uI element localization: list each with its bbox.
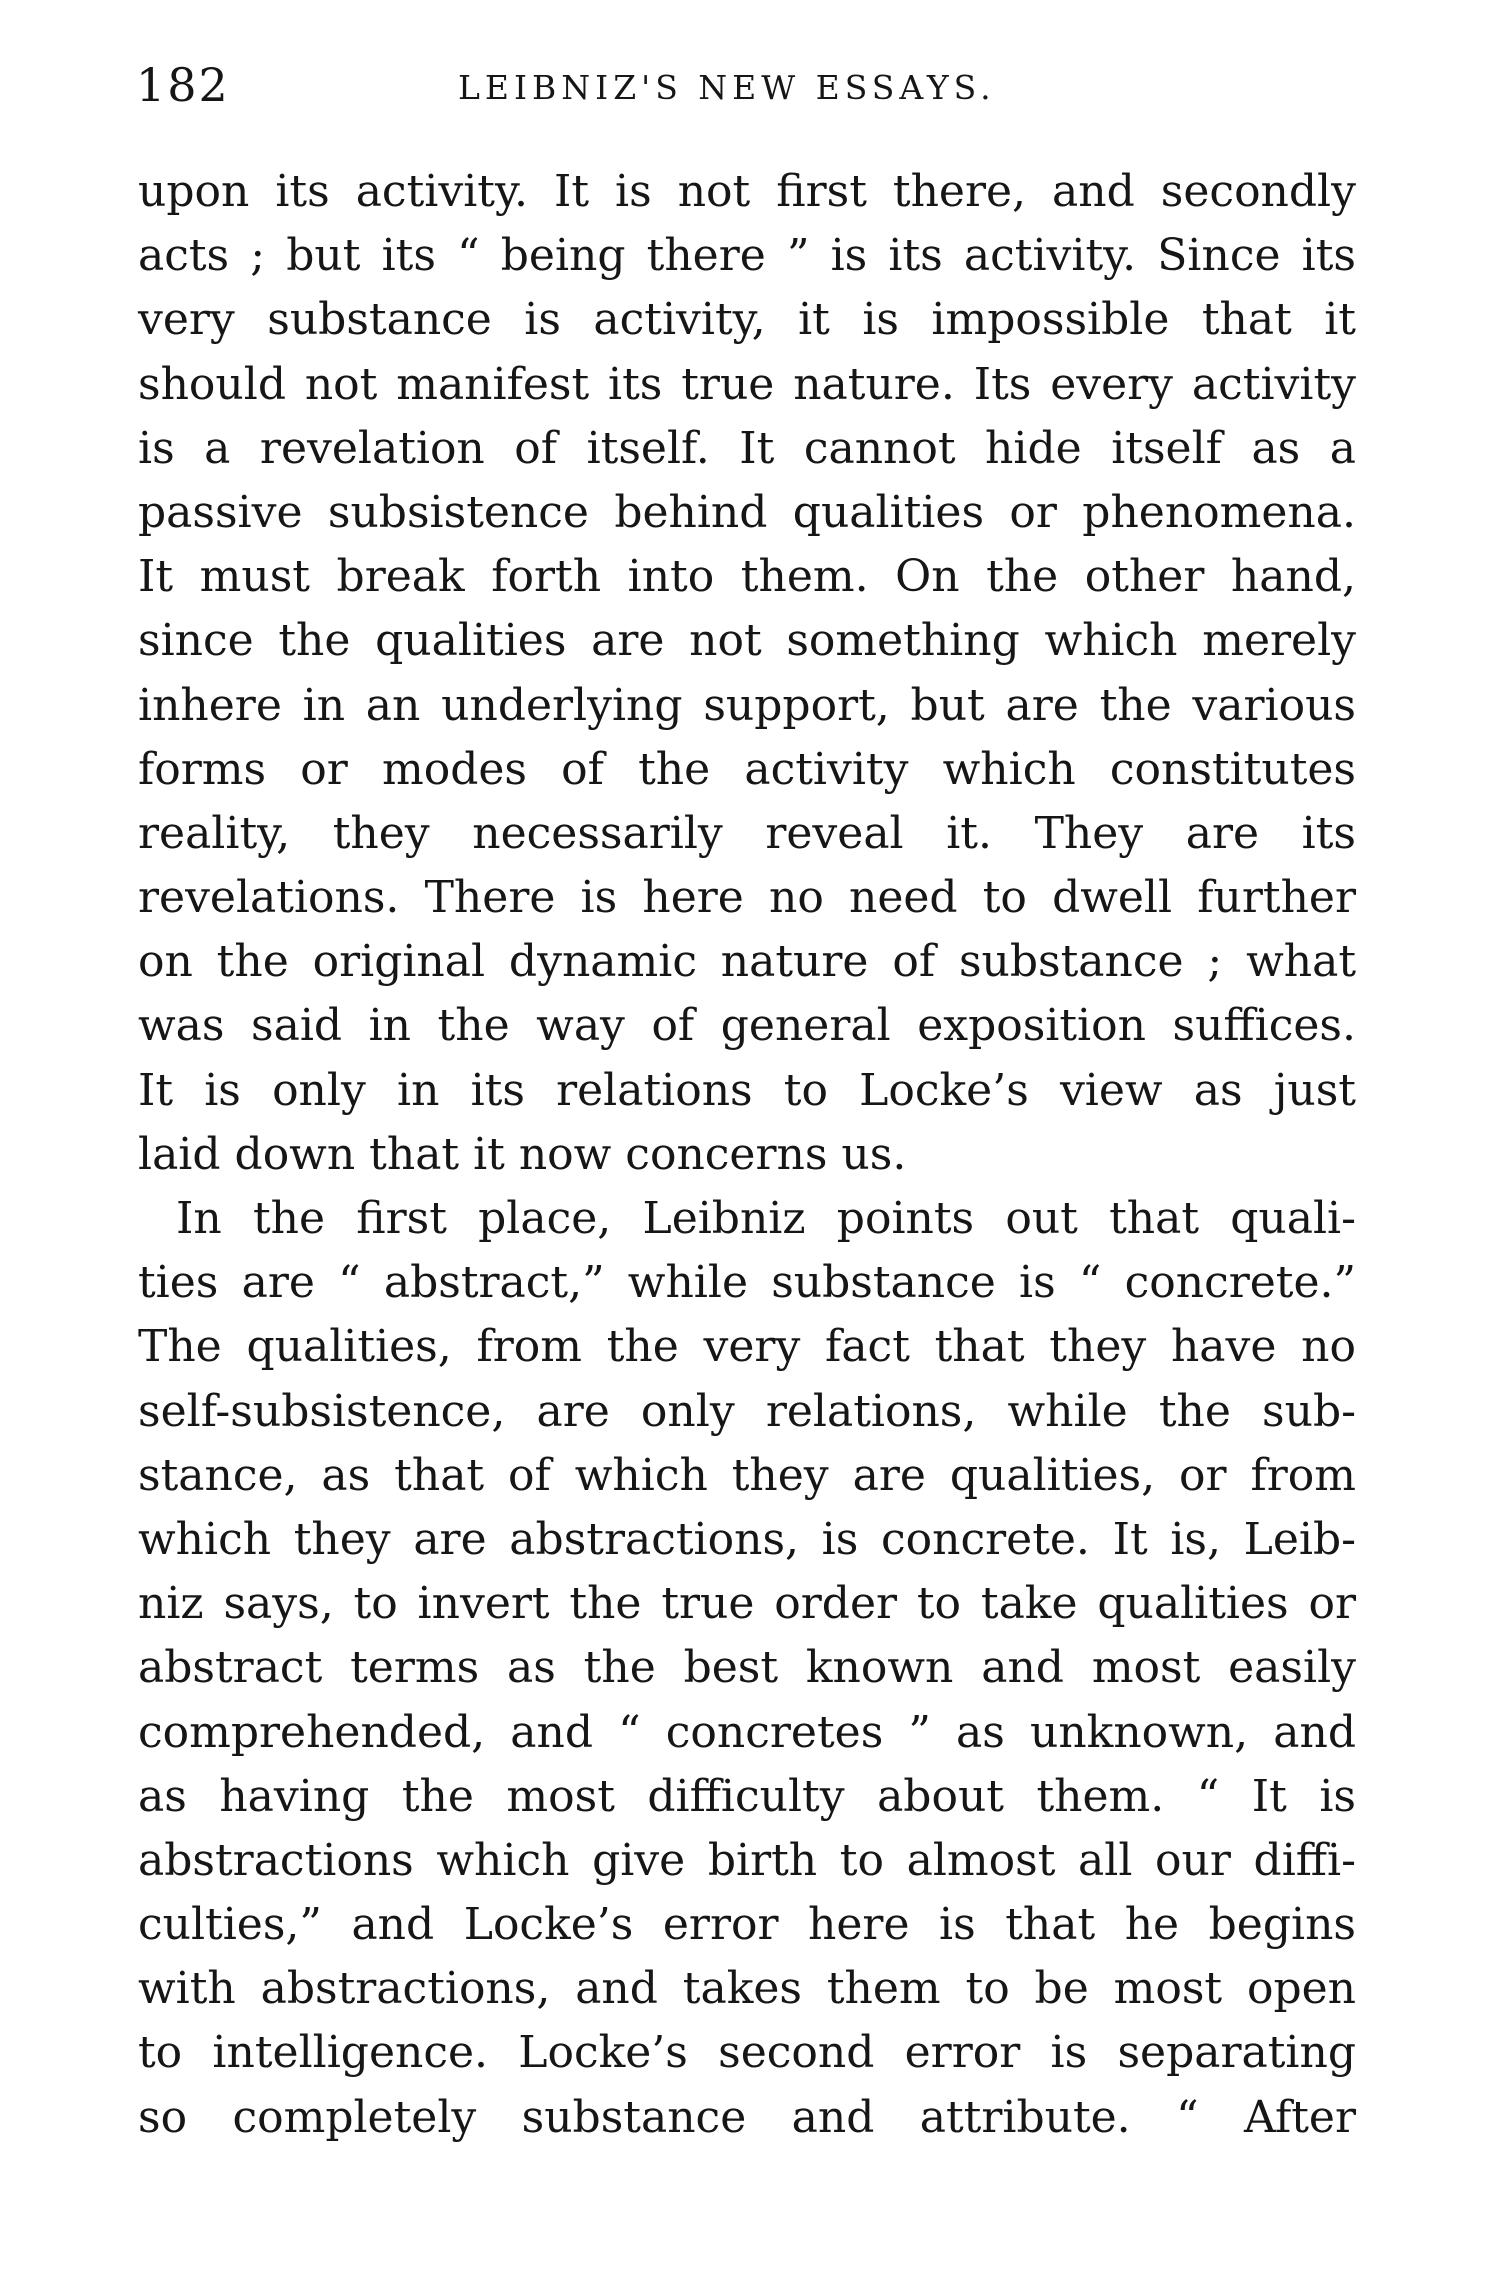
text-line: The qualities, from the very fact that they have no bbox=[138, 1321, 1356, 1373]
text-line: abstract terms as the best known and most easily bbox=[138, 1642, 1356, 1694]
text-line: with abstractions, and takes them to be most open bbox=[138, 1963, 1356, 2015]
text-line: In the first place, Leibniz points out that quali- bbox=[176, 1193, 1356, 1244]
paragraph-2 bbox=[138, 1187, 1356, 2150]
text-line: comprehended, and “ concretes ” as unknown, and bbox=[138, 1706, 1356, 1758]
text-line: ties are “ abstract,” while substance is “ concrete.” bbox=[138, 1257, 1356, 1309]
text-line: stance, as that of which they are qualities, or from bbox=[138, 1449, 1356, 1501]
text-line: It is only in its relations to Locke’s view as just bbox=[138, 1064, 1356, 1116]
text-line: very substance is activity, it is impossible that it bbox=[138, 294, 1356, 346]
text-line: acts ; but its “ being there ” is its activity. Since its bbox=[138, 230, 1356, 282]
text-line: revelations. There is here no need to dwell further bbox=[138, 872, 1356, 924]
body-text bbox=[138, 160, 1356, 2150]
text-line: culties,” and Locke’s error here is that he begins bbox=[138, 1899, 1356, 1951]
text-line: so completely substance and attribute. “ After bbox=[138, 2091, 1356, 2143]
paragraph-1 bbox=[138, 160, 1356, 1187]
text-line: reality, they necessarily reveal it. They are its bbox=[138, 807, 1356, 859]
text-line: self-subsistence, are only relations, while the sub- bbox=[138, 1385, 1356, 1437]
text-line: inhere in an underlying support, but are the various bbox=[138, 679, 1356, 731]
text-line: is a revelation of itself. It cannot hide itself as a bbox=[138, 422, 1356, 474]
text-line: should not manifest its true nature. Its every activity bbox=[138, 358, 1356, 410]
text-line: passive subsistence behind qualities or phenomena. bbox=[138, 486, 1356, 538]
text-line: laid down that it now concerns us. bbox=[138, 1128, 907, 1180]
text-line: which they are abstractions, is concrete. It is, Leib- bbox=[138, 1513, 1356, 1565]
page-number: 182 bbox=[136, 58, 230, 112]
text-line: as having the most difficulty about them. “ It is bbox=[138, 1770, 1356, 1822]
text-line: on the original dynamic nature of substance ; what bbox=[138, 936, 1356, 988]
text-line: was said in the way of general exposition suffices. bbox=[138, 1000, 1356, 1052]
text-line: abstractions which give birth to almost all our diffi- bbox=[138, 1834, 1356, 1886]
text-line: upon its activity. It is not first there, and secondly bbox=[138, 166, 1356, 217]
running-head bbox=[136, 58, 1356, 118]
text-line: niz says, to invert the true order to take qualities or bbox=[138, 1578, 1356, 1630]
text-line: It must break forth into them. On the other hand, bbox=[138, 551, 1356, 603]
text-line: to intelligence. Locke’s second error is separating bbox=[138, 2027, 1356, 2079]
running-title: LEIBNIZ'S NEW ESSAYS. bbox=[458, 68, 996, 107]
text-line: since the qualities are not something which merely bbox=[138, 615, 1356, 667]
text-line: forms or modes of the activity which constitutes bbox=[138, 743, 1356, 795]
